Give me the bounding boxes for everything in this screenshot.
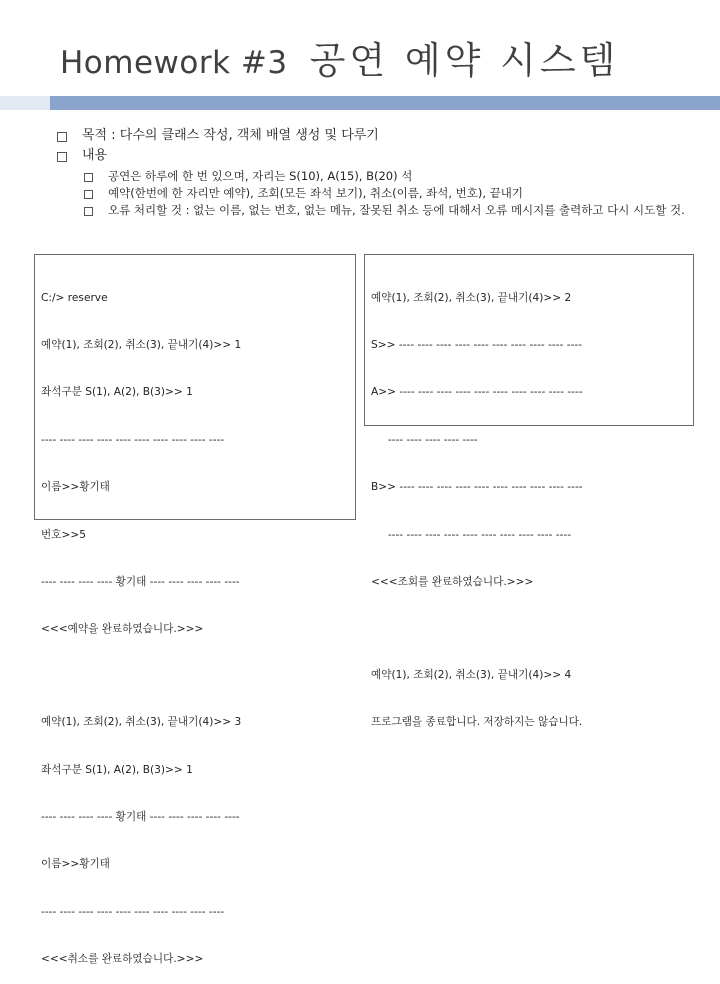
square-bullet-icon — [84, 173, 93, 182]
console-line: 좌석구분 S(1), A(2), B(3)>> 1 — [41, 763, 193, 776]
console-line: 예약(1), 조회(2), 취소(3), 끝내기(4)>> 4 — [371, 668, 572, 681]
console-output-left — [34, 254, 356, 966]
console-line: 프로그램을 종료합니다. 저장하지는 않습니다. — [371, 716, 583, 729]
console-line: 좌석구분 S(1), A(2), B(3)>> 1 — [41, 386, 193, 399]
square-bullet-icon — [57, 132, 67, 142]
square-bullet-icon — [84, 207, 93, 216]
console-line: ---- ---- ---- ---- 황기태 ---- ---- ---- ---- ---- — [41, 811, 240, 824]
console-line: ---- ---- ---- ---- ---- ---- ---- ---- ---- ---- — [371, 528, 572, 541]
console-output-right — [364, 254, 694, 729]
sub-bullet-text: 공연은 하루에 한 번 있으며, 자리는 S(10), A(15), B(20) 석 — [108, 169, 413, 183]
console-line: 예약(1), 조회(2), 취소(3), 끝내기(4)>> 1 — [41, 338, 242, 351]
console-gap — [41, 670, 349, 684]
divider-left-segment — [0, 96, 50, 110]
console-line: ---- ---- ---- ---- ---- — [371, 433, 478, 446]
slide-title-english: Homework #3 — [60, 45, 288, 81]
sub-bullet-item — [52, 168, 692, 185]
bullet-item — [52, 126, 692, 146]
console-line: 이름>>황기태 — [41, 481, 110, 494]
console-gap — [371, 622, 687, 636]
console-line: A>> ---- ---- ---- ---- ---- ---- ---- ---- ---- ---- — [371, 386, 583, 399]
square-bullet-icon — [84, 190, 93, 199]
bullet-text: 목적 : 다수의 클래스 작성, 객체 배열 생성 및 다루기 — [82, 128, 379, 143]
console-line: ---- ---- ---- ---- ---- ---- ---- ---- ---- ---- — [41, 905, 225, 918]
console-line: 번호>>5 — [41, 528, 86, 541]
title-divider-bar — [0, 96, 720, 110]
console-line: 이름>>황기태 — [41, 858, 110, 871]
console-line: <<<조회를 완료하였습니다.>>> — [371, 575, 534, 588]
console-line: ---- ---- ---- ---- ---- ---- ---- ---- ---- ---- — [41, 433, 225, 446]
bullet-list — [52, 126, 692, 219]
console-line: C:/> reserve — [41, 291, 108, 304]
sub-bullet-list — [52, 168, 692, 219]
square-bullet-icon — [57, 152, 67, 162]
sub-bullet-text: 예약(한번에 한 자리만 예약), 조회(모든 좌석 보기), 취소(이름, 좌석, 번호), 끝내기 — [108, 186, 524, 200]
console-line: 예약(1), 조회(2), 취소(3), 끝내기(4)>> 2 — [371, 291, 572, 304]
console-line: <<<예약을 완료하였습니다.>>> — [41, 623, 204, 636]
divider-blue-strip — [50, 96, 720, 110]
console-line: 예약(1), 조회(2), 취소(3), 끝내기(4)>> 3 — [41, 716, 242, 729]
console-line: S>> ---- ---- ---- ---- ---- ---- ---- ---- ---- ---- — [371, 338, 583, 351]
slide-title-korean: 공연 예약 시스템 — [309, 39, 620, 82]
console-line: ---- ---- ---- ---- 황기태 ---- ---- ---- ---- ---- — [41, 575, 240, 588]
console-line: B>> ---- ---- ---- ---- ---- ---- ---- ---- ---- ---- — [371, 481, 583, 494]
console-line: <<<취소를 완료하였습니다.>>> — [41, 953, 204, 966]
sub-bullet-text: 오류 처리할 것 : 없는 이름, 없는 번호, 없는 메뉴, 잘못된 취소 등에 대해서 오류 메시지를 출력하고 다시 시도할 것. — [108, 203, 685, 217]
bullet-item — [52, 146, 692, 166]
sub-bullet-item — [52, 185, 692, 202]
sub-bullet-item — [52, 202, 692, 219]
bullet-text: 내용 — [82, 148, 108, 163]
slide-title — [60, 30, 700, 84]
